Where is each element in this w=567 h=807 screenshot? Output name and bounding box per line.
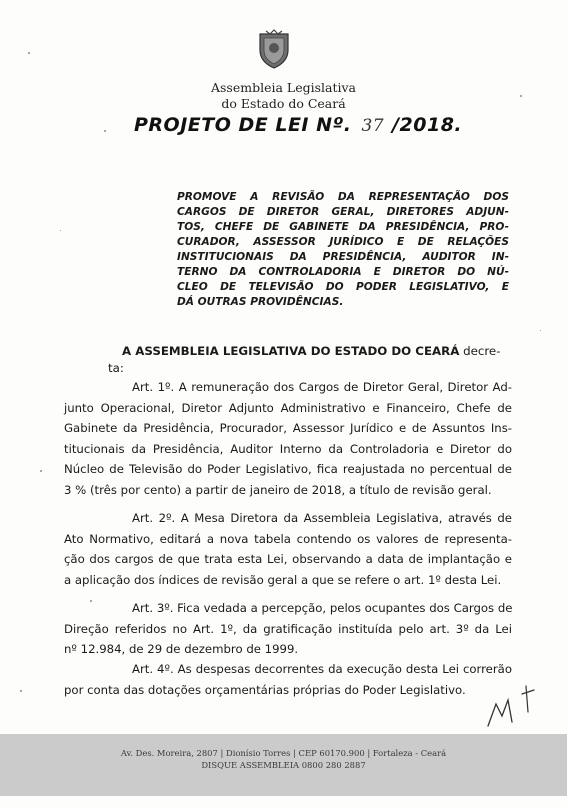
footer-phone: DISQUE ASSEMBLEIA 0800 280 2887 [201,760,366,770]
article-line: Núcleo de Televisão do Poder Legislativo, fica reajustada no percentual de [64,462,512,476]
bill-title-suffix: /2018. [392,114,463,136]
scan-speck [40,470,42,472]
handwritten-initials-icon [482,682,542,730]
article-line: junto Operacional, Diretor Adjunto Administrativo e Financeiro, Chefe de [64,400,512,415]
summary-line: TOS, CHEFE DE GABINETE DA PRESIDÊNCIA, PRO- [177,221,509,233]
article-1 [64,377,512,500]
coat-of-arms-icon [256,28,292,70]
enacting-clause [108,343,512,377]
article-line: Direção referidos no Art. 1º, da gratificação instituída pelo art. 3º da Lei [64,621,512,636]
bill-number: 37 [361,116,385,136]
article-line: Gabinete da Presidência, Procurador, Assessor Jurídico e de Assuntos Ins- [64,421,512,435]
article-line: a aplicação dos índices de revisão geral a que se refere o art. 1º desta Lei. [64,572,502,587]
article-line: 3 % (três por cento) a partir de janeiro de 2018, a título de revisão geral. [64,482,492,497]
footer-address: Av. Des. Moreira, 2807 | Dionísio Torres | CEP 60170.900 | Fortaleza - Ceará [120,748,447,758]
org-name-line2: do Estado do Ceará [221,96,346,111]
article-line: Art. 2º. A Mesa Diretora da Assembleia Legislativa, através de [132,511,512,525]
summary-line: CARGOS DE DIRETOR GERAL, DIRETORES ADJUN- [177,206,509,218]
scan-speck [60,230,61,231]
scan-speck [540,330,541,331]
enacting-clause-verb: decre- [463,344,501,358]
summary-line: CURADOR, ASSESSOR JURÍDICO E DE RELAÇÕES [177,236,509,248]
article-line: ção dos cargos de que trata esta Lei, observando a data de implantação e [64,552,512,566]
article-2 [64,508,512,590]
article-line: por conta das dotações orçamentárias próprias do Poder Legislativo. [64,682,466,697]
scan-speck [20,690,22,692]
article-line: Art. 1º. A remuneração dos Cargos de Diretor Geral, Diretor Ad- [132,380,512,394]
scan-speck [104,130,106,132]
scan-speck [28,52,30,54]
page-footer [0,734,567,796]
org-name-line1: Assembleia Legislativa [210,80,357,95]
article-line: titucionais da Presidência, Auditor Interno da Controladoria e Diretor do [64,441,512,456]
article-line: Art. 3º. Fica vedada a percepção, pelos ocupantes dos Cargos de [132,601,513,615]
summary-line: DÁ OUTRAS PROVIDÊNCIAS. [177,296,344,308]
summary-line: INSTITUCIONAIS DA PRESIDÊNCIA, AUDITOR IN- [177,251,509,263]
summary-line: CLEO DE TELEVISÃO DO PODER LEGISLATIVO, E [177,281,509,293]
summary-line: PROMOVE A REVISÃO DA REPRESENTAÇÃO DOS [177,191,509,203]
summary-line: TERNO DA CONTROLADORIA E DIRETOR DO NÚ- [177,266,509,278]
article-3 [64,598,512,660]
article-line: Art. 4º. As despesas decorrentes da execução desta Lei correrão [132,662,512,676]
bill-summary [177,190,509,310]
enacting-clause-verb-cont: ta: [108,361,124,375]
bill-title-prefix: PROJETO DE LEI Nº. [134,114,352,136]
article-line: Ato Normativo, editará a nova tabela contendo os valores de representa- [64,531,512,546]
bill-title [134,114,462,136]
article-line: nº 12.984, de 29 de dezembro de 1999. [64,642,299,656]
enacting-clause-authority: A ASSEMBLEIA LEGISLATIVA DO ESTADO DO CEARÁ [122,344,460,358]
article-4 [64,659,512,700]
